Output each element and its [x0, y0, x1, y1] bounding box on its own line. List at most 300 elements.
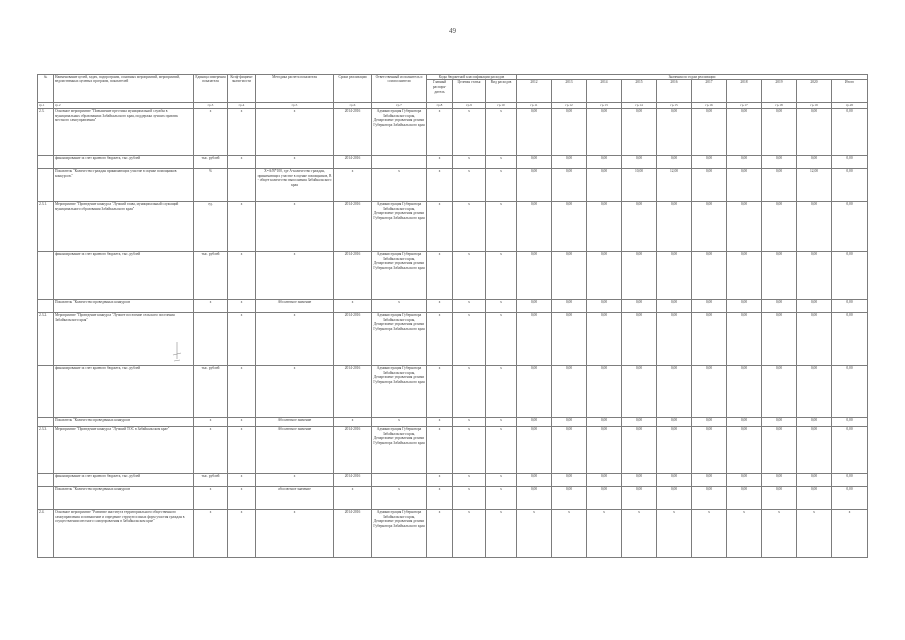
row-method: Абсолютное значение: [256, 300, 334, 313]
row-year-value: 0,00: [657, 366, 692, 418]
row-responsible: Администрация Губернатора Забайкальского края, Департамент управления делами Губернатора Забайкальского края: [372, 510, 427, 558]
row-bcc-main: x: [427, 109, 453, 156]
row-total-value: 0,00: [832, 313, 868, 366]
row-year-value: 0,00: [552, 156, 587, 169]
row-bcc-main: x: [427, 300, 453, 313]
row-bcc-target: x: [453, 313, 486, 366]
row-bcc-target: x: [453, 109, 486, 156]
row-number: 2.4.: [38, 510, 54, 558]
row-total-value: 0,00: [832, 109, 868, 156]
column-number-label: гр.5: [256, 103, 334, 109]
row-year-value: 0,00: [587, 156, 622, 169]
column-number-label: гр.20: [832, 103, 868, 109]
row-year-value: 0,00: [727, 487, 762, 510]
row-year-value: 0,00: [797, 474, 832, 487]
row-year-value: 0,00: [727, 474, 762, 487]
row-year-value: 0,00: [692, 313, 727, 366]
row-year-value: 0,00: [797, 156, 832, 169]
row-method: x: [256, 510, 334, 558]
header-year: 2015: [622, 80, 657, 103]
row-year-value: 0,00: [727, 156, 762, 169]
row-year-value: 0,00: [692, 109, 727, 156]
row-coefficient: x: [228, 366, 256, 418]
row-method: x: [256, 313, 334, 366]
row-number: [38, 156, 54, 169]
row-responsible: Администрация Губернатора Забайкальского края, Департамент управления делами Губернатора Забайкальского края: [372, 366, 427, 418]
row-year-value: 0,00: [552, 252, 587, 300]
row-unit: x: [194, 427, 228, 474]
row-method: x: [256, 156, 334, 169]
row-year-value: 0,00: [517, 109, 552, 156]
row-year-value: 0,00: [517, 366, 552, 418]
row-responsible: x: [372, 300, 427, 313]
row-total-value: 0,00: [832, 156, 868, 169]
row-number: [38, 169, 54, 202]
row-coefficient: x: [228, 510, 256, 558]
row-name: Показатель "Количество граждан принимающих участие в оценке помощников конкурсов.": [54, 169, 194, 202]
row-bcc-target: x: [453, 510, 486, 558]
column-number-label: гр.1: [38, 103, 54, 109]
column-number-label: гр.6: [334, 103, 372, 109]
header-unit: Единица измерения показателя: [194, 75, 228, 103]
row-method: x: [256, 366, 334, 418]
table-row: [38, 169, 868, 202]
column-number-label: гр.3: [194, 103, 228, 109]
row-year-value: 0,00: [517, 156, 552, 169]
row-year-value: 0,00: [727, 427, 762, 474]
row-year-value: x: [622, 510, 657, 558]
row-year-value: 0,00: [517, 202, 552, 252]
table-row: [38, 487, 868, 510]
row-name: Мероприятие "Проведение конкурса "Лучший глава, муниципальный служащий муниципального образования Забайкальского края": [54, 202, 194, 252]
row-bcc-target: x: [453, 300, 486, 313]
row-year-value: x: [692, 510, 727, 558]
row-bcc-type: x: [486, 427, 517, 474]
row-year-value: 0,00: [552, 202, 587, 252]
row-bcc-main: x: [427, 156, 453, 169]
row-period: 2014-2016: [334, 156, 372, 169]
header-year: 2019: [762, 80, 797, 103]
row-coefficient: x: [228, 252, 256, 300]
row-bcc-type: x: [486, 252, 517, 300]
row-method: X=A/B*100, где A-количество граждан, принимающих участие в оценке помощников, B - общее количество выполнения Забайкальского края: [256, 169, 334, 202]
table-body: [38, 109, 868, 558]
column-number-label: гр.15: [657, 103, 692, 109]
row-year-value: 0,00: [622, 474, 657, 487]
row-bcc-main: x: [427, 169, 453, 202]
row-year-value: 0,00: [797, 109, 832, 156]
row-total-value: 0,00: [832, 169, 868, 202]
row-year-value: 0,00: [797, 418, 832, 427]
row-total-value: 0,00: [832, 366, 868, 418]
row-bcc-type: x: [486, 510, 517, 558]
row-year-value: 0,00: [587, 474, 622, 487]
row-year-value: 0,00: [692, 202, 727, 252]
header-values: Значения по годам реализации: [517, 75, 868, 80]
row-number: 2.3.: [38, 109, 54, 156]
row-year-value: 0,00: [762, 109, 797, 156]
row-year-value: 0,00: [622, 418, 657, 427]
row-year-value: 0,00: [517, 252, 552, 300]
row-year-value: 0,00: [797, 252, 832, 300]
header-year: 2020: [797, 80, 832, 103]
row-year-value: 0,00: [657, 487, 692, 510]
row-total-value: x: [832, 510, 868, 558]
row-year-value: 0,00: [587, 487, 622, 510]
row-year-value: 0,00: [762, 252, 797, 300]
row-year-value: 0,00: [587, 169, 622, 202]
row-period: 2014-2016: [334, 252, 372, 300]
row-method: x: [256, 109, 334, 156]
row-year-value: 0,00: [797, 366, 832, 418]
row-year-value: x: [727, 510, 762, 558]
header-bcc-main: Главный распоря-дитель: [427, 80, 453, 103]
column-number-label: гр.9: [453, 103, 486, 109]
row-year-value: 0,00: [622, 487, 657, 510]
row-year-value: 0,00: [657, 300, 692, 313]
header-year: 2017: [692, 80, 727, 103]
row-bcc-type: x: [486, 156, 517, 169]
row-coefficient: x: [228, 487, 256, 510]
row-year-value: x: [587, 510, 622, 558]
row-year-value: 10,00: [622, 169, 657, 202]
row-year-value: 0,00: [517, 418, 552, 427]
row-year-value: x: [517, 510, 552, 558]
row-total-value: 0,00: [832, 418, 868, 427]
row-bcc-target: x: [453, 202, 486, 252]
row-method: абсолютное значение: [256, 487, 334, 510]
row-bcc-target: x: [453, 474, 486, 487]
row-coefficient: x: [228, 313, 256, 366]
table-row: [38, 313, 868, 366]
column-number-label: гр.13: [587, 103, 622, 109]
row-bcc-target: x: [453, 427, 486, 474]
row-unit: тыс. рублей: [194, 156, 228, 169]
row-year-value: 0,00: [622, 427, 657, 474]
row-total-value: 0,00: [832, 252, 868, 300]
row-period: x: [334, 169, 372, 202]
column-number-label: гр.18: [762, 103, 797, 109]
table-row: [38, 366, 868, 418]
row-year-value: 0,00: [762, 366, 797, 418]
column-number-label: гр.2: [54, 103, 194, 109]
row-period: x: [334, 418, 372, 427]
header-year: 2013: [552, 80, 587, 103]
row-method: Абсолютное значение: [256, 427, 334, 474]
row-year-value: 0,00: [692, 156, 727, 169]
row-year-value: 0,00: [552, 109, 587, 156]
column-number-label: гр.14: [622, 103, 657, 109]
row-bcc-target: x: [453, 418, 486, 427]
row-coefficient: [228, 169, 256, 202]
row-name: Мероприятие "Проведение конкурса "Лучший ТОС в Забайкальском крае": [54, 427, 194, 474]
row-coefficient: x: [228, 474, 256, 487]
table-row: [38, 427, 868, 474]
pen-mark-icon: [171, 341, 183, 365]
table-row: [38, 474, 868, 487]
row-year-value: 0,00: [517, 474, 552, 487]
row-bcc-main: x: [427, 418, 453, 427]
row-bcc-main: x: [427, 366, 453, 418]
row-year-value: 0,00: [727, 109, 762, 156]
row-unit: x: [194, 487, 228, 510]
row-coefficient: x: [228, 300, 256, 313]
row-coefficient: x: [228, 109, 256, 156]
row-year-value: 0,00: [517, 169, 552, 202]
row-name: Показатель "Количество проведенных конкурсов: [54, 418, 194, 427]
column-number-label: гр.4: [228, 103, 256, 109]
row-bcc-type: x: [486, 487, 517, 510]
row-bcc-type: x: [486, 169, 517, 202]
column-number-label: гр.10: [486, 103, 517, 109]
row-year-value: 0,00: [517, 427, 552, 474]
table-row: [38, 510, 868, 558]
row-method: Абсолютное значение: [256, 418, 334, 427]
row-name: финансирование за счет краевого бюджета, тыс. рублей: [54, 474, 194, 487]
row-number: 2.3.1.: [38, 202, 54, 252]
row-year-value: 0,00: [657, 427, 692, 474]
row-responsible: Администрация Губернатора Забайкальского края, Департамент управления делами Губернатора Забайкальского края: [372, 427, 427, 474]
header-no: №: [38, 75, 54, 103]
row-coefficient: x: [228, 156, 256, 169]
row-bcc-type: x: [486, 474, 517, 487]
row-name: Основное мероприятие "Развитие института территориального общественного самоуправления и повышение и опредение струкую и иных форм участия граждан в осуществлении местного самоуправления в Забайкальском крае": [54, 510, 194, 558]
row-total-value: 0,00: [832, 300, 868, 313]
row-year-value: 0,00: [552, 169, 587, 202]
row-year-value: 0,00: [587, 109, 622, 156]
row-year-value: 0,00: [762, 313, 797, 366]
row-total-value: 0,00: [832, 474, 868, 487]
row-number: 2.3.3.: [38, 427, 54, 474]
row-name: Основное мероприятие "Повышение престижа муниципальной службы в муниципальных образованиях Забайкальского края, поддержка лучших практик местного самоуправления": [54, 109, 194, 156]
row-bcc-target: x: [453, 487, 486, 510]
column-number-label: гр.8: [427, 103, 453, 109]
row-bcc-type: x: [486, 202, 517, 252]
row-year-value: 0,00: [587, 418, 622, 427]
row-responsible: Администрация Губернатора Забайкальского края, Департамент управления делами Губернатора Забайкальского края: [372, 109, 427, 156]
row-year-value: 0,00: [762, 169, 797, 202]
column-number-label: гр.11: [517, 103, 552, 109]
row-year-value: 0,00: [552, 313, 587, 366]
row-name: Показатель "Количество проведенных конкурсов: [54, 300, 194, 313]
row-year-value: 12,00: [797, 169, 832, 202]
header-bcc-target: Целевая статья: [453, 80, 486, 103]
row-year-value: x: [552, 510, 587, 558]
row-method: x: [256, 474, 334, 487]
row-bcc-type: x: [486, 418, 517, 427]
row-year-value: 0,00: [797, 313, 832, 366]
row-year-value: 0,00: [552, 487, 587, 510]
header-method: Методика расчета показателя: [256, 75, 334, 103]
row-year-value: 0,00: [692, 366, 727, 418]
row-bcc-target: x: [453, 252, 486, 300]
row-period: 2014-2016: [334, 109, 372, 156]
column-number-label: гр.17: [727, 103, 762, 109]
header-year: 2014: [587, 80, 622, 103]
header-year: 2018: [727, 80, 762, 103]
row-coefficient: x: [228, 427, 256, 474]
row-unit: x: [194, 418, 228, 427]
row-year-value: x: [657, 510, 692, 558]
row-year-value: 0,00: [587, 252, 622, 300]
row-bcc-target: x: [453, 169, 486, 202]
header-coef: Коэф-фициент значи-мости: [228, 75, 256, 103]
header-bcc: Коды бюджетной классификации расходов: [427, 75, 517, 80]
row-number: [38, 487, 54, 510]
row-name: финансирование за счет краевого бюджета, тыс. рублей: [54, 156, 194, 169]
row-year-value: 0,00: [622, 366, 657, 418]
row-name: Мероприятие "Проведение конкурса "Лучшее поселение сельского поселения Забайкальского края": [54, 313, 194, 366]
row-year-value: 0,00: [797, 202, 832, 252]
row-year-value: 0,00: [727, 418, 762, 427]
row-year-value: 0,00: [762, 202, 797, 252]
row-coefficient: x: [228, 202, 256, 252]
row-coefficient: x: [228, 418, 256, 427]
row-bcc-target: x: [453, 156, 486, 169]
program-table: [37, 74, 868, 558]
row-year-value: 0,00: [657, 156, 692, 169]
row-year-value: 0,00: [517, 487, 552, 510]
row-year-value: 0,00: [727, 169, 762, 202]
row-year-value: 0,00: [762, 487, 797, 510]
row-name: финансирование за счет краевого бюджета, тыс. рублей: [54, 252, 194, 300]
row-year-value: 0,00: [552, 418, 587, 427]
row-period: 2014-2016: [334, 510, 372, 558]
row-year-value: 0,00: [727, 202, 762, 252]
row-year-value: 0,00: [657, 202, 692, 252]
row-year-value: 0,00: [762, 474, 797, 487]
row-year-value: 0,00: [692, 474, 727, 487]
header-bcc-type: Вид расходов: [486, 80, 517, 103]
row-responsible: x: [372, 487, 427, 510]
row-name: финансирование за счет краевого бюджета, тыс. рублей: [54, 366, 194, 418]
row-unit: тыс. рублей: [194, 366, 228, 418]
row-year-value: 0,00: [552, 366, 587, 418]
row-year-value: 0,00: [797, 427, 832, 474]
row-year-value: 0,00: [727, 313, 762, 366]
row-year-value: 0,00: [727, 252, 762, 300]
row-year-value: 0,00: [622, 109, 657, 156]
row-year-value: x: [797, 510, 832, 558]
row-year-value: 0,00: [657, 252, 692, 300]
row-bcc-main: x: [427, 252, 453, 300]
row-bcc-type: x: [486, 313, 517, 366]
row-unit: тыс. рублей: [194, 474, 228, 487]
row-total-value: 0,00: [832, 487, 868, 510]
row-period: 2014-2016: [334, 427, 372, 474]
row-year-value: 0,00: [692, 487, 727, 510]
row-period: 2014-2016: [334, 366, 372, 418]
row-year-value: 0,00: [622, 300, 657, 313]
table-row: [38, 418, 868, 427]
row-unit: тыс. рублей: [194, 252, 228, 300]
row-bcc-main: x: [427, 474, 453, 487]
row-number: 2.3.2.: [38, 313, 54, 366]
row-total-value: 0,00: [832, 202, 868, 252]
row-unit: ед.: [194, 202, 228, 252]
row-year-value: 0,00: [517, 313, 552, 366]
row-year-value: 0,00: [727, 366, 762, 418]
row-bcc-type: x: [486, 366, 517, 418]
row-unit: %: [194, 169, 228, 202]
row-bcc-type: x: [486, 109, 517, 156]
row-year-value: 0,00: [762, 427, 797, 474]
row-year-value: 0,00: [552, 300, 587, 313]
header-year: 2016: [657, 80, 692, 103]
row-bcc-main: x: [427, 427, 453, 474]
row-responsible: x: [372, 169, 427, 202]
row-responsible: x: [372, 418, 427, 427]
row-year-value: 0,00: [692, 418, 727, 427]
row-number: [38, 300, 54, 313]
row-year-value: 0,00: [587, 427, 622, 474]
column-number-label: гр.16: [692, 103, 727, 109]
row-period: 2014-2016: [334, 202, 372, 252]
table-row: [38, 156, 868, 169]
row-name: Показатель "Количество проведенных конкурсов: [54, 487, 194, 510]
row-unit: x: [194, 510, 228, 558]
row-year-value: 0,00: [692, 252, 727, 300]
row-year-value: 0,00: [587, 300, 622, 313]
row-year-value: 0,00: [692, 427, 727, 474]
row-bcc-target: x: [453, 366, 486, 418]
table-row: [38, 202, 868, 252]
row-year-value: 0,00: [657, 418, 692, 427]
row-year-value: 0,00: [762, 300, 797, 313]
row-year-value: 0,00: [622, 156, 657, 169]
row-bcc-main: x: [427, 510, 453, 558]
row-period: 2014-2016: [334, 313, 372, 366]
row-number: [38, 366, 54, 418]
row-year-value: 0,00: [552, 474, 587, 487]
row-period: x: [334, 300, 372, 313]
row-responsible: Администрация Губернатора Забайкальского края, Департамент управления делами Губернатора Забайкальского края: [372, 202, 427, 252]
table-row: [38, 300, 868, 313]
header-total: Итого: [832, 80, 868, 103]
row-period: x: [334, 487, 372, 510]
table-row: [38, 252, 868, 300]
column-number-label: гр.7: [372, 103, 427, 109]
row-bcc-main: x: [427, 313, 453, 366]
row-number: [38, 418, 54, 427]
row-year-value: 0,00: [587, 313, 622, 366]
row-unit: [194, 313, 228, 366]
header-year: 2012: [517, 80, 552, 103]
row-method: x: [256, 252, 334, 300]
row-number: [38, 474, 54, 487]
row-bcc-main: x: [427, 202, 453, 252]
row-year-value: 0,00: [692, 300, 727, 313]
row-bcc-main: x: [427, 487, 453, 510]
row-year-value: 0,00: [552, 427, 587, 474]
column-number-label: гр.12: [552, 103, 587, 109]
header-name: Наименование целей, задач, подпрограмм, основных мероприятий, мероприятий, ведомственных целевых программ, показателей: [54, 75, 194, 103]
row-year-value: 0,00: [622, 202, 657, 252]
row-year-value: 0,00: [517, 300, 552, 313]
row-year-value: 0,00: [622, 313, 657, 366]
row-method: x: [256, 202, 334, 252]
row-number: [38, 252, 54, 300]
header-period: Сроки реализации: [334, 75, 372, 103]
row-unit: x: [194, 300, 228, 313]
row-year-value: 0,00: [762, 156, 797, 169]
row-year-value: 0,00: [692, 169, 727, 202]
row-year-value: 0,00: [657, 474, 692, 487]
row-year-value: 0,00: [587, 202, 622, 252]
table-row: [38, 109, 868, 156]
header-responsible: Ответственный исполнитель и соисполнители: [372, 75, 427, 103]
row-year-value: 0,00: [587, 366, 622, 418]
